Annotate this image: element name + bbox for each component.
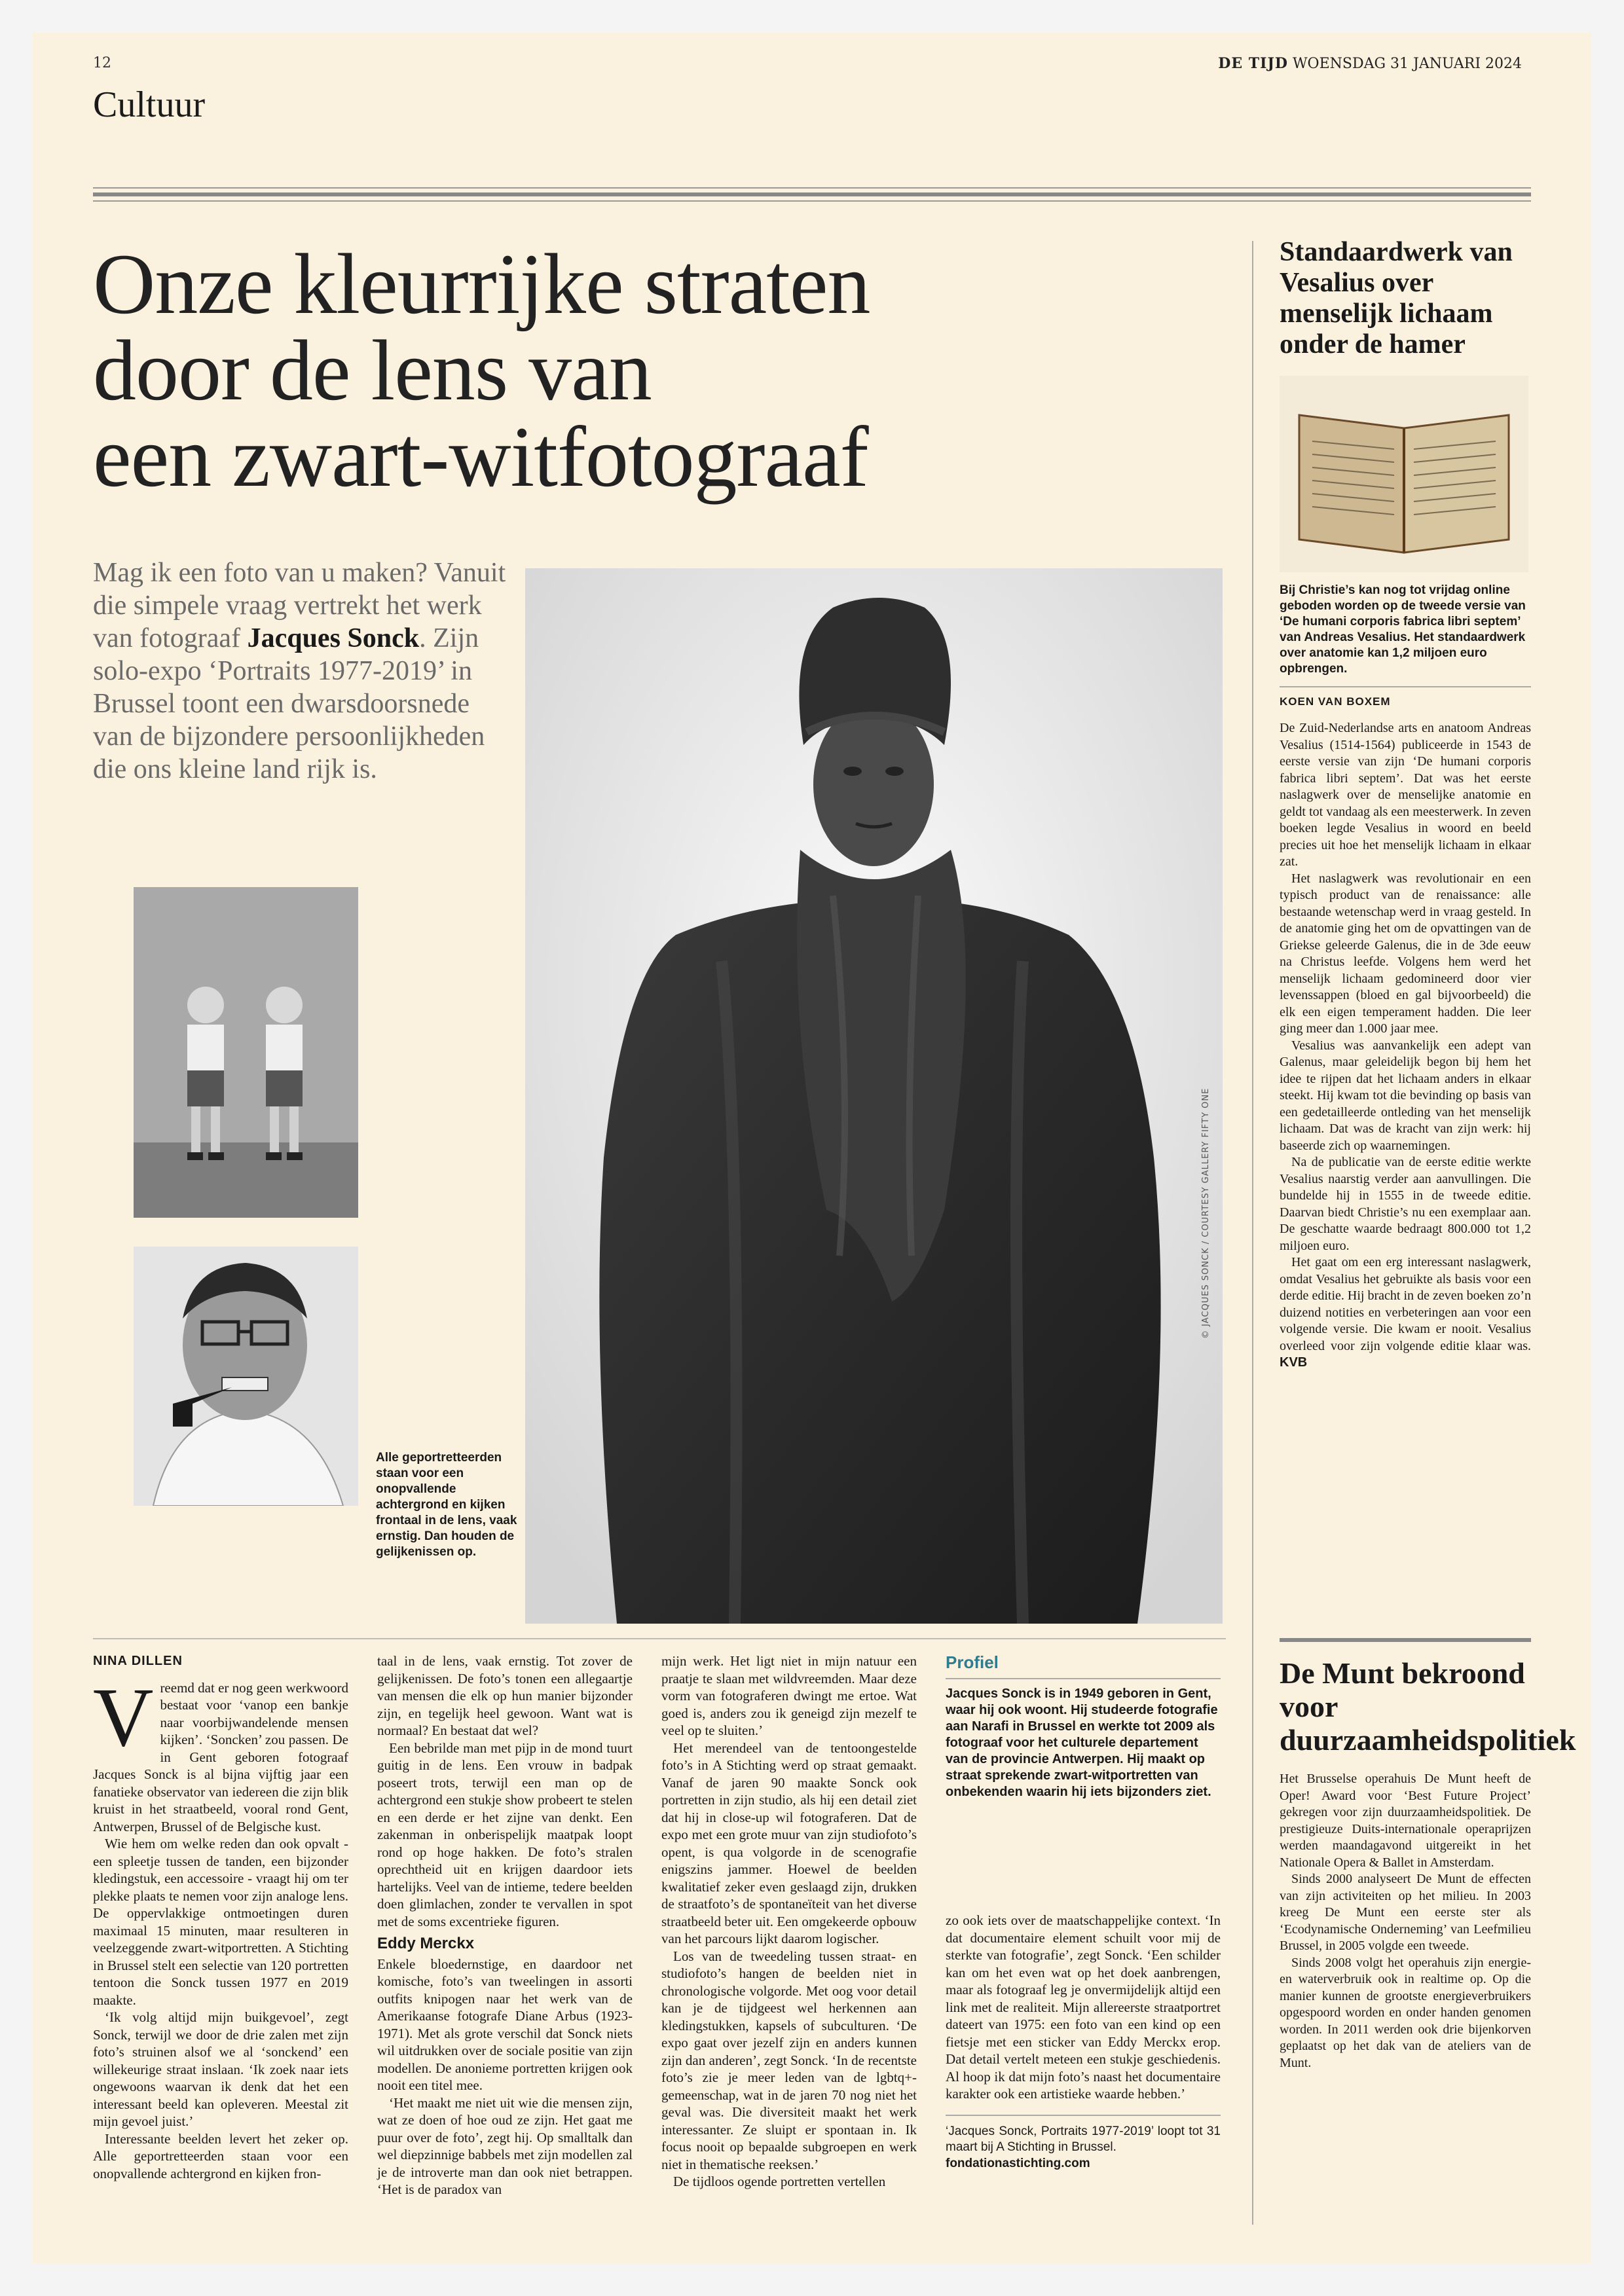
masthead (1218, 55, 1522, 72)
photo-credit: © JACQUES SONCK / COURTESY GALLERY FIFTY ONE (1201, 1087, 1211, 1339)
article-column-1: NINA DILLEN Vreemd dat er nog geen werkwoord bestaat voor ‘vanop een bankje naar voorbijwandelende mensen kijken’. ‘Soncken’ zou passen. De in Gent geboren fotograaf Jacques Sonck is al bijna vijftig jaar een fanatieke observator van iedereen die zijn blik kruist in het straatbeeld, vooral rond Gent, Antwerpen, Brussel of de Belgische kust. Wie hem om welke reden dan ook opvalt - een spleetje tussen de tanden, een bijzonder kledingstuk, een accessoire - vraagt hij om ter plekke plaats te nemen voor zijn analoge lens. De oppervlakkige ontmoetingen duren maximaal 15 minuten, maar resulteren in veelzeggende zwart-witportretten. A Stichting in Brussel stelt een selectie van 120 portretten tentoon die Sonck tussen 1977 en 2019 maakte. ‘Ik volg altijd mijn buikgevoel’, zegt Sonck, terwijl we door de drie zalen met zijn foto’s struinen alsof we al ‘sonckend’ een willekeurige straat inslaan. ‘Ik zoek naar iets ongewoons waarvan ik denk dat het een interessant beeld kan opleveren. Meestal zit mijn gevoel juist.’ Interessante beelden levert het zeker op. Alle geportretteerden staan voor een onopvallende achtergrond en kijken fron- (93, 1654, 348, 2181)
sidebar-munt-body: Het Brusselse operahuis De Munt heeft de Oper! Award voor ‘Best Future Project’ gekregen voor zijn duurzaamheidspolitiek. De prestigieuze Duits-internationale operaprijzen werden maandagavond uitgereikt in het Nationale Opera & Ballet in Amsterdam. Sinds 2000 analyseert De Munt de effecten van zijn activiteiten op het milieu. In 2003 kreeg De Munt een eerste ster als ‘Ecodynamische Onderneming’ van Leefmilieu Brussel, in 2005 volgde een tweede. Sinds 2008 volgt het operahuis zijn energie- en waterverbruik ook in realtime op. Op die manier kunnen de grootste energieverbruikers opgespoord worden en onder handen genomen worden. In 2011 werden ook drie bijenkorven geplaatst op het dak van de ateliers van de Munt. (1280, 1772, 1531, 2070)
profiel-label: Profiel (946, 1652, 999, 1672)
end-mark: KVB (1280, 1355, 1308, 1370)
photo-caption: Alle geportretteerden staan voor een onopvallende achtergrond en kijken frontaal in de lens, vaak ernstig. Dan houden de gelijkenissen op. (376, 1451, 517, 1559)
main-portrait-photo (525, 568, 1223, 1624)
article-column-4: zo ook iets over de maatschappelijke context. ‘In dat documentaire element schuilt voor mij de sterkte van fotografie’, zegt Sonck. ‘Een schilder kan om het even wat op het doek aanbrengen, maar als fotograaf leg je onvermijdelijk altijd een link met de realiteit. Mijn allereerste straatportret dateert van 1975: een foto van een kind op een fietsje met een sticker van Eddy Merckx erop. Dat detail vertelt meteen een stukje geschiedenis. Al hoop ik dat mijn foto’s naast het documentaire karakter ook een artistieke waarde hebben.’ ‘Jacques Sonck, Portraits 1977-2019’ loopt tot 31 maart bij A Stichting in Brussel. fondationastichting.com (946, 1912, 1221, 2172)
dropcap: V (93, 1670, 154, 1764)
sidebar-vesalius-rule (1280, 686, 1531, 687)
article-rule (93, 1638, 1226, 1639)
article-column-3: mijn werk. Het ligt niet in mijn natuur een praatje te slaan met wildvreemden. Maar deze vorm van fotograferen dwingt me ertoe. Wat goed is, anders zou ik geneigd zijn mezelf te veel op te sluiten.’ Het merendeel van de tentoongestelde foto’s in A Stichting werd op straat gemaakt. Vanaf de jaren 90 maakte Sonck ook portretten in zijn studio, als hij een detail ziet dat hij in close-up wil fotograferen. Dat de expo met een grote muur van zijn studiofoto’s opent, is qua volgorde in de scenografie enigszins jammer. Hoewel de beelden kwalitatief zeker even geslaagd zijn, drukken de straatfoto’s de spontaneïteit van het diverse straatbeeld beter uit. Een omgekeerde opbouw van het parcours lijkt daarom logischer. Los van de tweedeling tussen straat- en studiofoto’s hangen de beelden niet in chronologische volgorde. Met oog voor detail kan je de tijdgeest wel herkennen aan kledingstukken, kapsels of subculturen. ‘De expo gaat over jezelf zijn en anders kunnen zijn dan anderen’, zegt Sonck. ‘In de recentste foto’s zie je meer leden van de lgbtq+-gemeenschap, wat in de jaren 70 nog niet het geval was. Die diversiteit maakt het werk interessanter. Ze sluipt er spontaan in. Ik focus nooit op bepaalde subgroepen en werk niet in thematische reeksen.’ De tijdloos ogende portretten vertellen (661, 1653, 917, 2189)
headline (93, 236, 1206, 505)
sidebar-vesalius-title: Standaardwerk van Vesalius over menselijk lichaam onder de hamer (1280, 237, 1513, 359)
profiel-rule (946, 1678, 1221, 1679)
page-number: 12 (93, 55, 111, 71)
sidebar-vesalius-body: De Zuid-Nederlandse arts en anatoom Andreas Vesalius (1514-1564) publiceerde in 1543 de eerste versie van zijn ‘De humani corporis fabrica libri septem’. Dat was het eerste naslagwerk over de menselijke anatomie en geldt tot vandaag als een meesterwerk. In zeven boeken legde Vesalius in woord en beeld precies uit hoe het menselijk lichaam in elkaar zat. Het naslagwerk was revolutionair en een typisch product van de renaissance: alle bestaande wetenschap werd in vraag gesteld. In de anatomie ging het om de opvattingen van de Griekse geleerde Galenus, die in de 3de eeuw na Christus leefde. Volgens hem werd het menselijk lichaam gedomineerd door vier levenssappen (bloed en gal bijvoorbeeld) die elk een eigen temperament hadden. Die leer ging meer dan 1.000 jaar mee. Vesalius was aanvankelijk een adept van Galenus, maar geleidelijk begon bij hem het idee te rijpen dat het lichaam anders in elkaar steekt. Hij kwam tot die bevinding op basis van een gedetailleerde ontleding van het menselijk lichaam. Dat was de kracht van zijn werk: hij baseerde zich op waarnemingen. Na de publicatie van de eerste editie werkte Vesalius naarstig verder aan aanvullingen. Die bundelde hij in 1555 in de tweede editie. Daarvan biedt Christie’s nu een exemplaar aan. De geschatte waarde bedraagt 800.000 tot 1,2 miljoen euro. Het gaat om een erg interessant naslagwerk, omdat Vesalius het gebruikte als basis voor een derde editie. Hij bracht in de zeven boeken zo’n duizend notities en verbeteringen aan voor een volgende versie. Die kwam er nooit. Vesalius overleed voor zijn volgende editie klaar was. KVB (1280, 721, 1531, 1370)
article-column-2: taal in de lens, vaak ernstig. Tot zover de gelijkenissen. De foto’s tonen een allegaartje van mensen die elk op hun manier bijzonder zijn, en tegelijk heel gewoon. Want wat is normaal? En bestaat dat wel? Een bebrilde man met pijp in de mond tuurt guitig in de lens. Een vrouw in badpak poseert trots, terwijl een man op de achtergrond een stukje show probeert te stelen en een derde er het zijne van denkt. Een zakenman in onberispelijk maatpak loopt rond op hoge hakken. De foto’s stralen oprechtheid uit en krijgen daardoor iets hartelijks. Veel van de intieme, tedere beelden doen glimlachen, zonder te vervallen in spot met de soms excentrieke figuren. Eddy Merckx Enkele bloedernstige, en daardoor net komische, foto’s van tweelingen in assorti outfits knipogen naar het werk van de Amerikaanse fotografe Diane Arbus (1923-1971). Met als grote verschil dat Sonck niets wil uitdrukken over de sociale positie van zijn modellen. De anonieme portretten krijgen ook nooit een titel mee. ‘Het maakt me niet uit wie die mensen zijn, wat ze doen of hoe oud ze zijn. Het gaat me puur over de foto’, zegt hij. Op smalltalk dan wel diepzinnige babbels met zijn modellen zal je de introverte man dan ook niet betrappen. ‘Het is de paradox van (377, 1653, 633, 2197)
header-rule-bottom (93, 200, 1531, 202)
intro-name: Jacques Sonck (247, 623, 420, 653)
sidebar-munt-rule (1280, 1638, 1531, 1642)
profiel-text: Jacques Sonck is in 1949 geboren in Gent, waar hij ook woont. Hij studeerde fotografie aan Narafi in Brussel en werkte tot 2009 als fotograaf voor het culturele departement van de provincie Antwerpen. Hij maakt op straat sprekende zwart-witportretten van onbekenden waarin hij iets bijzonders ziet. (946, 1686, 1218, 1799)
section-title: Cultuur (93, 84, 206, 125)
twins-photo (134, 887, 358, 1218)
sidebar-munt (1280, 1656, 1576, 2071)
sidebar-vesalius (1280, 237, 1531, 1372)
sidebar-munt-title: De Munt bekroond voor duurzaamheidspolitiek (1280, 1656, 1576, 1757)
header-rule-mid (93, 192, 1531, 196)
pipe-man-photo (134, 1247, 358, 1506)
sidebar-divider (1252, 241, 1253, 2225)
intro-text: Mag ik een foto van u maken? Vanuit die simpele vraag vertrekt het werk van fotograaf Jacques Sonck. Zijn solo-expo ‘Portraits 1977-2019’ in Brussel toont een dwarsdoorsnede van de bijzondere persoonlijkheden die ons kleine land rijk is. (93, 558, 506, 784)
header-rule-top (93, 187, 1531, 189)
info-rule (946, 2115, 1221, 2116)
headline-line-3: een zwart-witfotograaf (93, 409, 868, 505)
expo-info: ‘Jacques Sonck, Portraits 1977-2019’ loopt tot 31 maart bij A Stichting in Brussel. (946, 2124, 1221, 2154)
headline-line-2: door de lens van (93, 322, 652, 418)
vesalius-book-photo (1280, 376, 1528, 572)
newspaper-page (33, 33, 1591, 2263)
article-byline: NINA DILLEN (93, 1654, 183, 1668)
expo-link[interactable]: fondationastichting.com (946, 2156, 1090, 2170)
sidebar-vesalius-byline: KOEN VAN BOXEM (1280, 695, 1391, 708)
headline-line-1: Onze kleurrijke straten (93, 236, 870, 332)
issue-date: WOENSDAG 31 JANUARI 2024 (1292, 56, 1522, 72)
paper-name: DE TIJD (1218, 55, 1288, 72)
profiel-box (946, 1652, 1221, 1800)
sidebar-vesalius-caption: Bij Christie’s kan nog tot vrijdag online geboden worden op de tweede versie van ‘De humani corporis fabrica libri septem’ van Andreas Vesalius. Het standaardwerk over anatomie kan 1,2 miljoen euro opbrengen. (1280, 583, 1526, 676)
subhead-eddy-merckx: Eddy Merckx (377, 1935, 475, 1952)
